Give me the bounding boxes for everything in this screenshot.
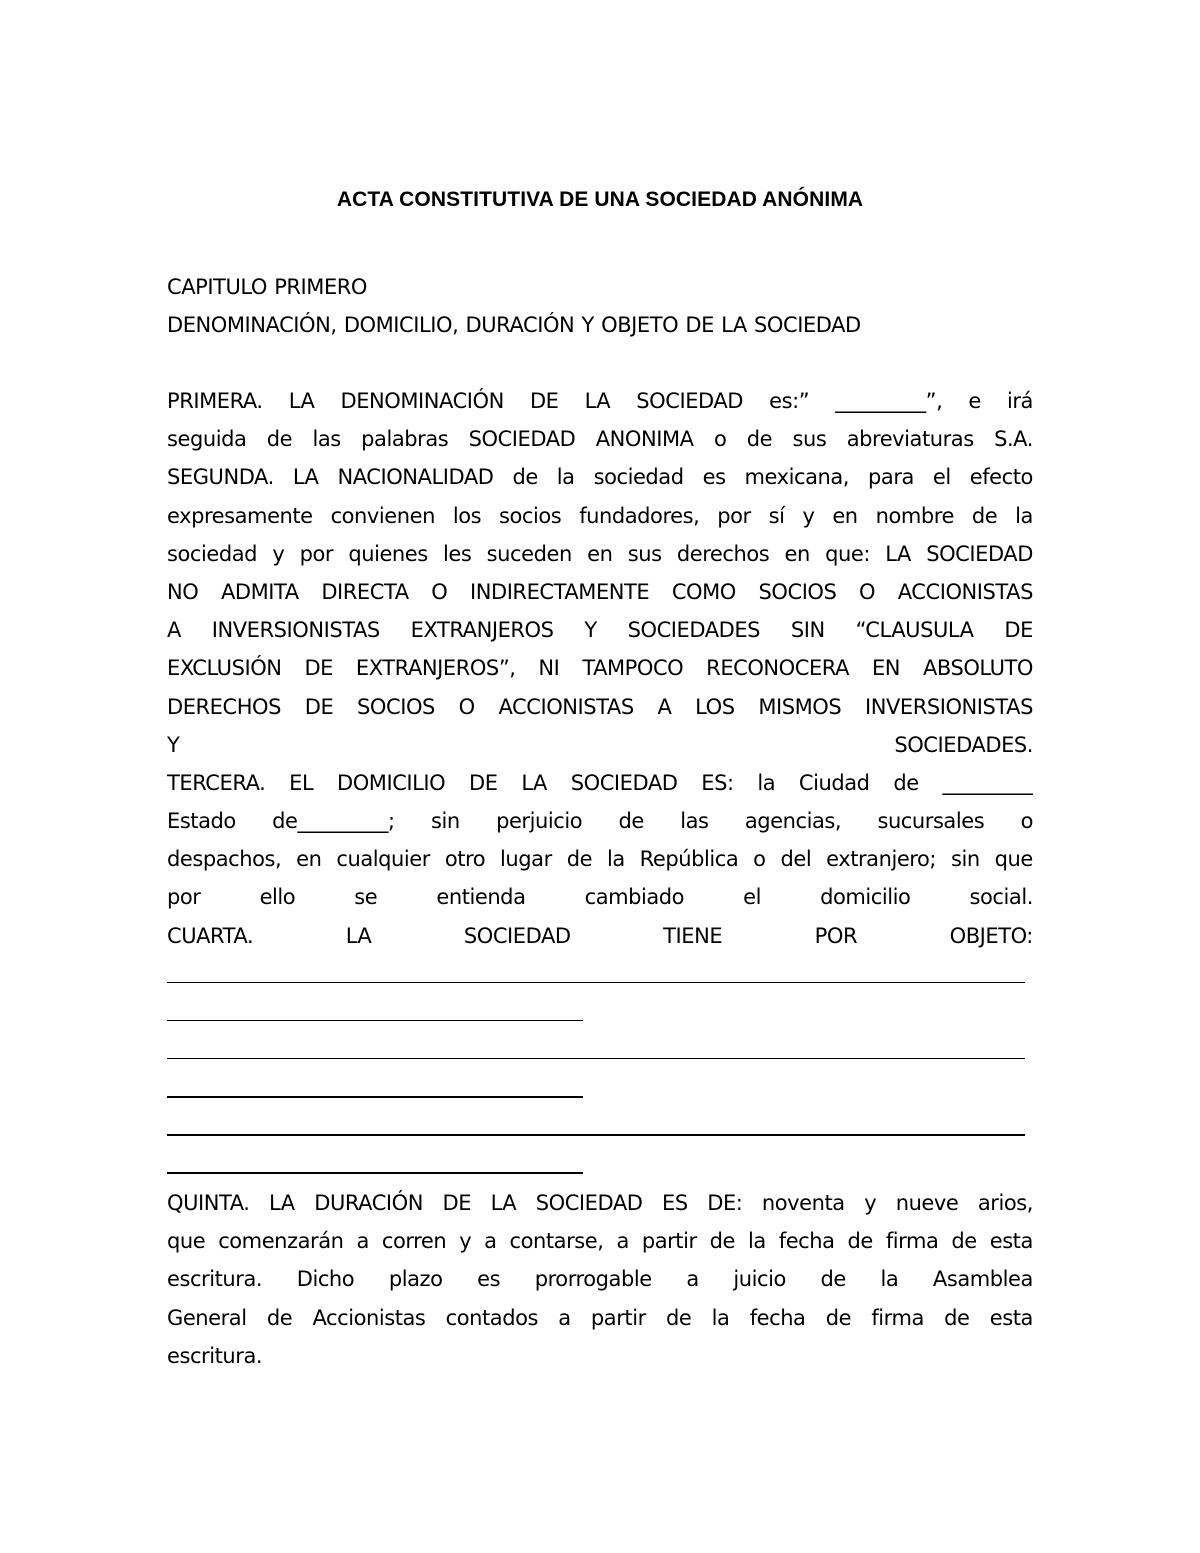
word: INDIRECTAMENTE — [469, 579, 650, 604]
word: DE: — [707, 1190, 743, 1215]
blank-line-short — [167, 993, 1033, 1031]
word: A — [657, 694, 672, 719]
clauses-body — [167, 382, 1033, 1375]
word: suceden — [486, 541, 572, 566]
word: expresamente — [167, 503, 313, 528]
word: General — [167, 1305, 247, 1330]
word: de — [666, 1305, 692, 1330]
word: de — [944, 1305, 970, 1330]
word: SOCIOS — [357, 694, 435, 719]
word: la — [880, 1267, 899, 1292]
word: Y — [584, 618, 597, 643]
word: SOCIEDADES. — [894, 732, 1033, 757]
clause-line — [167, 573, 1033, 611]
word: sociedad — [593, 465, 684, 490]
word: _________”, — [835, 389, 943, 413]
word: SOCIEDAD — [535, 1190, 643, 1215]
word: juicio — [733, 1267, 786, 1292]
word: sucursales — [877, 809, 985, 834]
word: Estado — [167, 809, 236, 834]
blank-line-long — [167, 1031, 1033, 1069]
word: O — [859, 579, 876, 604]
word: del — [780, 847, 812, 872]
word: social. — [969, 885, 1033, 910]
word: DE — [304, 694, 334, 719]
word: LA — [885, 541, 911, 566]
word: a — [686, 1267, 699, 1292]
word: derechos — [676, 541, 770, 566]
word: QUINTA. — [167, 1190, 250, 1215]
word: PRIMERA. — [167, 389, 263, 413]
word: perjuicio — [496, 809, 583, 834]
word: DENOMINACIÓN — [340, 389, 504, 413]
word: NI — [538, 656, 560, 681]
word: NO — [167, 579, 199, 604]
word: contarse, — [509, 1229, 604, 1254]
word: quienes — [348, 541, 428, 566]
word: en — [587, 541, 613, 566]
word: que — [994, 847, 1033, 872]
clause-line — [167, 611, 1033, 649]
word: corren — [381, 1229, 447, 1254]
word: el — [932, 465, 951, 490]
word: LA — [584, 389, 611, 413]
clause-line — [167, 535, 1033, 573]
word: que: — [825, 541, 870, 566]
clause-line — [167, 382, 1033, 420]
chapter-subtitle: DENOMINACIÓN, DOMICILIO, DURACIÓN Y OBJETO DE LA SOCIEDAD — [167, 313, 861, 338]
word: de — [971, 503, 998, 528]
word: “CLAUSULA — [855, 618, 974, 643]
word: la — [1015, 503, 1033, 528]
word: y — [802, 503, 815, 528]
word: los — [452, 503, 482, 528]
word: la — [757, 770, 776, 795]
word: a — [616, 1229, 629, 1254]
word: EXCLUSIÓN — [167, 656, 282, 681]
word: arios, — [977, 1190, 1033, 1215]
word: LOS — [695, 694, 735, 719]
word: TAMPOCO — [582, 656, 684, 681]
word: ES: — [701, 770, 734, 795]
word: DE — [304, 656, 333, 681]
word: nombre — [875, 503, 954, 528]
word: ACCIONISTAS — [498, 694, 634, 719]
word: sin — [430, 809, 460, 834]
word: domicilio — [820, 885, 911, 910]
word: INVERSIONISTAS — [864, 694, 1033, 719]
clause-line — [167, 1260, 1033, 1298]
word: partir — [641, 1229, 697, 1254]
word: de — [825, 1305, 852, 1330]
blank-line-long — [167, 955, 1033, 993]
blank-line-short — [167, 1146, 1033, 1184]
word: cualquier — [336, 847, 430, 872]
word: NACIONALIDAD — [337, 465, 494, 490]
clause-line — [167, 688, 1033, 726]
word: la — [556, 465, 575, 490]
clause-line — [167, 497, 1033, 535]
clause-line — [167, 726, 1033, 764]
word: de — [709, 1229, 735, 1254]
word: esta — [989, 1229, 1033, 1254]
word: DERECHOS — [167, 694, 282, 719]
word: la — [747, 1229, 766, 1254]
word: DE — [469, 770, 498, 795]
word: de — [820, 1267, 846, 1292]
word: de — [566, 847, 593, 872]
word: se — [354, 885, 378, 910]
word: a — [484, 1229, 497, 1254]
word: POR — [814, 923, 858, 948]
word: de — [893, 770, 919, 795]
word: de — [847, 1229, 873, 1254]
word: partir — [590, 1305, 646, 1330]
word: LA — [521, 770, 547, 795]
word: Accionistas — [312, 1305, 426, 1330]
word: República — [639, 847, 739, 872]
word: o — [713, 427, 727, 452]
word: ES — [662, 1190, 688, 1215]
word: O — [458, 694, 475, 719]
word: LA — [292, 465, 319, 490]
word: agencias, — [744, 809, 842, 834]
word: les — [443, 541, 472, 566]
word: sus — [627, 541, 662, 566]
word: de — [951, 1229, 977, 1254]
word: ABSOLUTO — [922, 656, 1033, 681]
word: LA — [345, 923, 372, 948]
word: de — [618, 809, 644, 834]
word: por — [717, 503, 751, 528]
clause-line — [167, 802, 1033, 840]
word: a — [558, 1305, 571, 1330]
word: LA — [269, 1190, 295, 1215]
word: LA — [490, 1190, 517, 1215]
word: de — [746, 427, 773, 452]
word: a — [356, 1229, 369, 1254]
word: plazo — [388, 1267, 443, 1292]
word: en — [296, 847, 322, 872]
word: en — [784, 541, 810, 566]
word: COMO — [671, 579, 736, 604]
chapter-label: CAPITULO PRIMERO — [167, 275, 367, 299]
word: el — [743, 885, 762, 910]
clause-line — [167, 1222, 1033, 1260]
word: sí — [768, 503, 785, 528]
clause-line — [167, 1299, 1033, 1337]
word: RECONOCERA — [706, 656, 850, 681]
word: CUARTA. — [167, 923, 254, 948]
word: prorrogable — [534, 1267, 652, 1292]
word: SOCIEDADES — [627, 618, 761, 643]
word: noventa — [761, 1190, 845, 1215]
word: S.A. — [994, 427, 1033, 452]
chapter-heading — [167, 268, 1033, 344]
word: irá — [1006, 389, 1033, 413]
word: DE — [1004, 618, 1033, 643]
word: comenzarán — [218, 1229, 344, 1254]
word: convienen — [330, 503, 435, 528]
word: SEGUNDA. — [167, 465, 274, 490]
word: SIN — [790, 618, 825, 643]
word: de — [266, 427, 293, 452]
word: cambiado — [584, 885, 685, 910]
word: en — [832, 503, 858, 528]
clause-line — [167, 840, 1033, 878]
word: fecha — [778, 1229, 835, 1254]
word: nueve — [895, 1190, 959, 1215]
word: y — [459, 1229, 472, 1254]
clause-line-last: escritura. — [167, 1343, 263, 1368]
word: sin — [950, 847, 980, 872]
word: la — [711, 1305, 730, 1330]
word: escritura. — [167, 1267, 263, 1292]
word: extranjero; — [826, 847, 937, 872]
word: MISMOS — [758, 694, 842, 719]
word: Asamblea — [932, 1267, 1033, 1292]
word: ello — [259, 885, 296, 910]
word: por — [167, 885, 201, 910]
word: mexicana, — [744, 465, 850, 490]
word: socios — [499, 503, 562, 528]
word: EXTRANJEROS”, — [355, 656, 516, 681]
clause-line — [167, 1184, 1033, 1222]
word: TERCERA. — [167, 770, 266, 795]
blank-line-long — [167, 1108, 1033, 1146]
word: esta — [989, 1305, 1033, 1330]
word: ADMITA — [220, 579, 299, 604]
word: DOMICILIO — [337, 770, 446, 795]
word: DE — [442, 1190, 472, 1215]
word: EXTRANJEROS — [410, 618, 554, 643]
word: EL — [289, 770, 314, 795]
word: que — [167, 1229, 206, 1254]
clause-line — [167, 917, 1033, 955]
word: INVERSIONISTAS — [211, 618, 380, 643]
word: firma — [885, 1229, 939, 1254]
word: lugar — [500, 847, 552, 872]
word: SOCIOS — [758, 579, 837, 604]
word: para — [868, 465, 914, 490]
document-title: ACTA CONSTITUTIVA DE UNA SOCIEDAD ANÓNIMA — [336, 188, 864, 211]
word: abreviaturas — [846, 427, 974, 452]
word: O — [431, 579, 448, 604]
word: e — [968, 389, 981, 413]
word: las — [312, 427, 341, 452]
word: es — [702, 465, 726, 490]
blank-line-short — [167, 1069, 1033, 1107]
word: o — [1020, 809, 1033, 834]
word: LA — [288, 389, 315, 413]
word: ANONIMA — [595, 427, 694, 452]
word: despachos, — [167, 847, 282, 872]
clause-line — [167, 878, 1033, 916]
word: fecha — [749, 1305, 806, 1330]
word: y — [272, 541, 285, 566]
word: TIENE — [663, 923, 723, 948]
word: y — [864, 1190, 877, 1215]
word: Y — [167, 732, 180, 757]
word: firma — [871, 1305, 924, 1330]
word: SOCIEDAD — [926, 541, 1033, 566]
word: por — [299, 541, 334, 566]
word: sociedad — [167, 541, 258, 566]
word: SOCIEDAD — [463, 923, 571, 948]
word: de — [266, 1305, 293, 1330]
word: Ciudad — [798, 770, 870, 795]
word: o — [753, 847, 766, 872]
word: DE — [529, 389, 559, 413]
word: efecto — [969, 465, 1033, 490]
word: contados — [445, 1305, 538, 1330]
clause-line — [167, 649, 1033, 687]
word: entienda — [436, 885, 526, 910]
word: es — [477, 1267, 501, 1292]
clause-line — [167, 458, 1033, 496]
word: de_________; — [272, 809, 395, 834]
word: Dicho — [296, 1267, 355, 1292]
word: fundadores, — [579, 503, 700, 528]
word: DURACIÓN — [314, 1190, 423, 1215]
word: OBJETO: — [949, 923, 1033, 948]
word: otro — [444, 847, 486, 872]
word: SOCIEDAD — [570, 770, 678, 795]
word: palabras — [361, 427, 449, 452]
word: es:” — [769, 389, 810, 413]
word: A — [167, 618, 181, 643]
word: sus — [792, 427, 827, 452]
word: DIRECTA — [321, 579, 409, 604]
word: SOCIEDAD — [636, 389, 744, 413]
word: SOCIEDAD — [468, 427, 576, 452]
word: ACCIONISTAS — [897, 579, 1033, 604]
word: seguida — [167, 427, 247, 452]
word: EN — [871, 656, 901, 681]
word: _________ — [942, 770, 1033, 795]
word: las — [680, 809, 709, 834]
word: de — [512, 465, 538, 490]
clause-line — [167, 764, 1033, 802]
word: la — [606, 847, 625, 872]
clause-line — [167, 420, 1033, 458]
